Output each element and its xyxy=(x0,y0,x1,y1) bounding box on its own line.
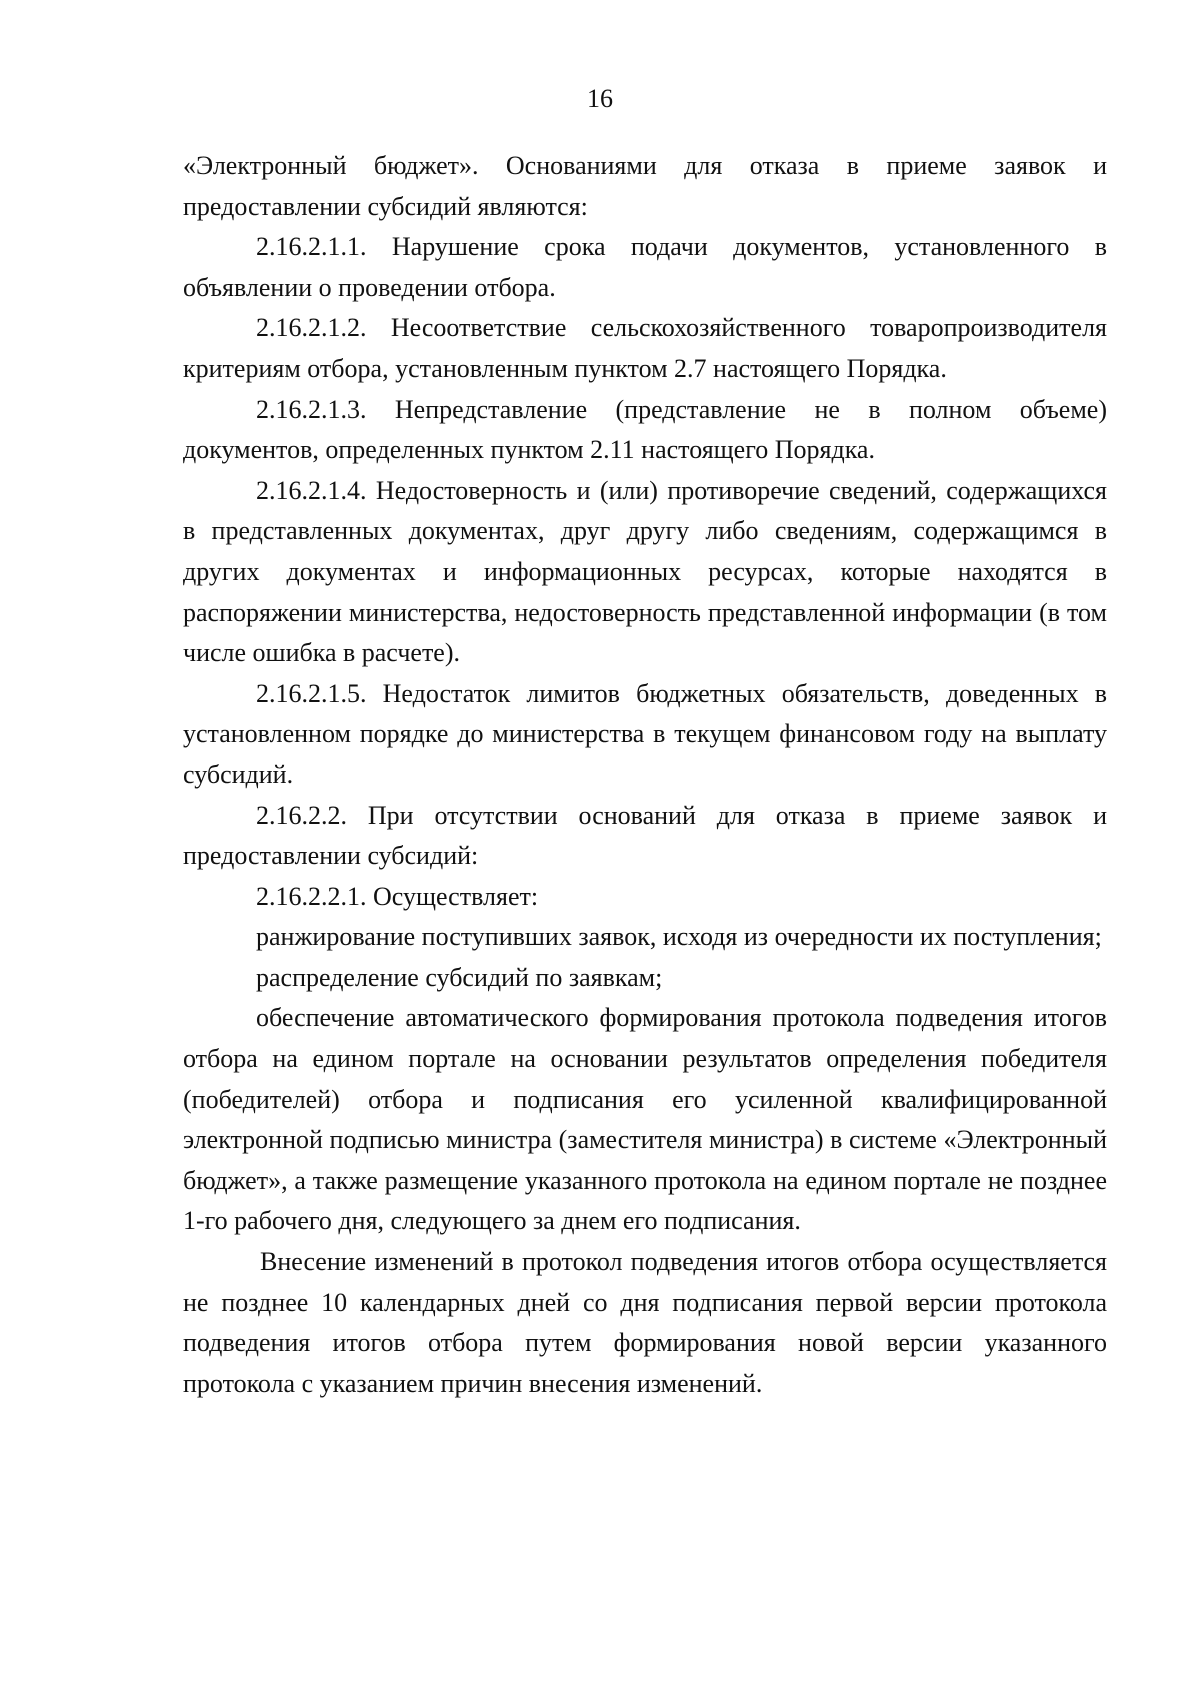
document-body xyxy=(183,146,1107,1404)
paragraph-2-16-2-1-1: 2.16.2.1.1. Нарушение срока подачи документов, установленного в объявлении о проведении отбора. xyxy=(183,232,1107,302)
paragraph-2-16-2-1-4: 2.16.2.1.4. Недостоверность и (или) противоречие сведений, содержащихся в представленных документах, друг другу либо сведениям, содержащимся в других документах и информационных ресурсах, которые находятся в распоряжении министерства, недостоверность представленной информации (в том числе ошибка в расчете). xyxy=(183,475,1107,668)
paragraph-2-16-2-1-2: 2.16.2.1.2. Несоответствие сельскохозяйственного товаропроизводителя критериям отбора, установленным пунктом 2.7 настоящего Порядка. xyxy=(183,313,1107,383)
paragraph-distribution: распределение субсидий по заявкам; xyxy=(256,962,663,992)
paragraph-ranking: ранжирование поступивших заявок, исходя из очередности их поступления; xyxy=(256,922,1102,952)
paragraph-protocol: обеспечение автоматического формирования протокола подведения итогов отбора на едином портале на основании результатов определения победителя (победителей) отбора и подписания его усиленной квалифицированной электронной подписью министра (заместителя министра) в системе «Электронный бюджет», а также размещение указанного протокола на едином портале не позднее 1-го рабочего дня, следующего за днем его подписания. xyxy=(183,1003,1107,1236)
page-number: 16 xyxy=(587,84,613,113)
paragraph-2-16-2-1-5: 2.16.2.1.5. Недостаток лимитов бюджетных обязательств, доведенных в установленном порядке до министерства в текущем финансовом году на выплату субсидий. xyxy=(183,678,1107,789)
paragraph-2-16-2-1-3: 2.16.2.1.3. Непредставление (представление не в полном объеме) документов, определенных пунктом 2.11 настоящего Порядка. xyxy=(183,394,1107,465)
paragraph-continuation: «Электронный бюджет». Основаниями для отказа в приеме заявок и предоставлении субсидий являются: xyxy=(183,151,1107,221)
paragraph-2-16-2-2: 2.16.2.2. При отсутствии оснований для отказа в приеме заявок и предоставлении субсидий: xyxy=(183,800,1107,871)
paragraph-2-16-2-2-1: 2.16.2.2.1. Осуществляет: xyxy=(256,881,539,911)
paragraph-amendments: Внесение изменений в протокол подведения итогов отбора осуществляется не позднее 10 календарных дней со дня подписания первой версии протокола подведения итогов отбора путем формирования новой версии указанного протокола с указанием причин внесения изменений. xyxy=(183,1247,1107,1398)
